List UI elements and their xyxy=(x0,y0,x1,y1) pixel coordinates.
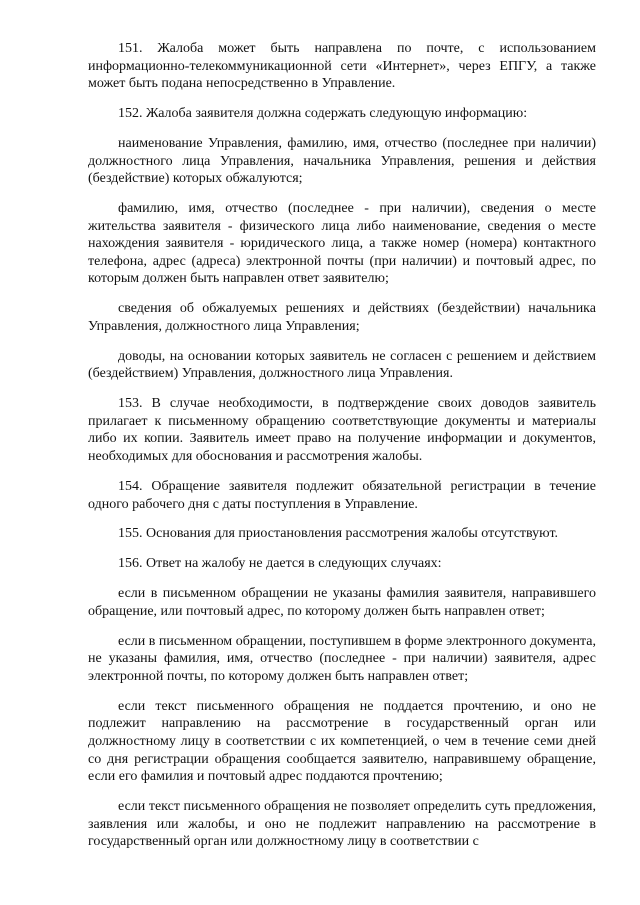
list-item-agency-name: наименование Управления, фамилию, имя, отчество (последнее при наличии) должностного лица Управления, начальника Управления, решения и действия (бездействие) которых обжалуются; xyxy=(88,135,596,187)
paragraph-155: 155. Основания для приостановления рассмотрения жалобы отсутствуют. xyxy=(118,526,559,542)
list-item-unreadable-text: если текст письменного обращения не поддается прочтению, и оно не подлежит направлению на рассмотрение в государственный орган или должностному лицу в соответствии с их компетенцией, о чем в течение семи дней со дня регистрации обращения сообщается заявителю, направившему обращение, если его фамилия и почтовый адрес поддаются прочтению; xyxy=(88,698,596,785)
list-item-applicant-details: фамилию, имя, отчество (последнее - при наличии), сведения о месте жительства заявителя - физического лица либо наименование, сведения о месте нахождения заявителя - юридического лица, а также номер (номера) контактного телефона, адрес (адреса) электронной почты (при наличии) и почтовый адрес, по которым должен быть направлен ответ заявителю; xyxy=(88,201,596,287)
list-item-no-name-or-address: если в письменном обращении не указаны фамилия заявителя, направившего обращение, или почтовый адрес, по которому должен быть направлен ответ; xyxy=(88,586,596,619)
list-item-no-email: если в письменном обращении, поступившем в форме электронного документа, не указаны фамилия, имя, отчество (последнее - при наличии) заявителя, адрес электронной почты, по которому должен быть направлен ответ; xyxy=(88,633,596,684)
paragraph-154: 154. Обращение заявителя подлежит обязательной регистрации в течение одного рабочего дня с даты поступления в Управление. xyxy=(88,478,596,512)
document-page xyxy=(88,40,596,863)
paragraph-152: 152. Жалоба заявителя должна содержать следующую информацию: xyxy=(118,106,528,122)
paragraph-156: 156. Ответ на жалобу не дается в следующих случаях: xyxy=(118,556,442,572)
list-item-arguments: доводы, на основании которых заявитель не согласен с решением и действием (бездействием) Управления, должностного лица Управления. xyxy=(88,348,596,382)
list-item-unclear-essence: если текст письменного обращения не позволяет определить суть предложения, заявления или жалобы, и оно не подлежит направлению на рассмотрение в государственный орган или должностному лицу в соответствии с xyxy=(88,799,596,850)
paragraph-151: 151. Жалоба может быть направлена по почте, с использованием информационно-телекоммуникационной сети «Интернет», через ЕПГУ, а также может быть подана непосредственно в Управление. xyxy=(88,41,596,92)
paragraph-153: 153. В случае необходимости, в подтверждение своих доводов заявитель прилагает к письменному обращению соответствующие документы и материалы либо их копии. Заявитель имеет право на получение информации и документов, необходимых для обоснования и рассмотрения жалобы. xyxy=(88,396,596,465)
list-item-appealed-decisions: сведения об обжалуемых решениях и действиях (бездействии) начальника Управления, должностного лица Управления; xyxy=(88,301,596,334)
